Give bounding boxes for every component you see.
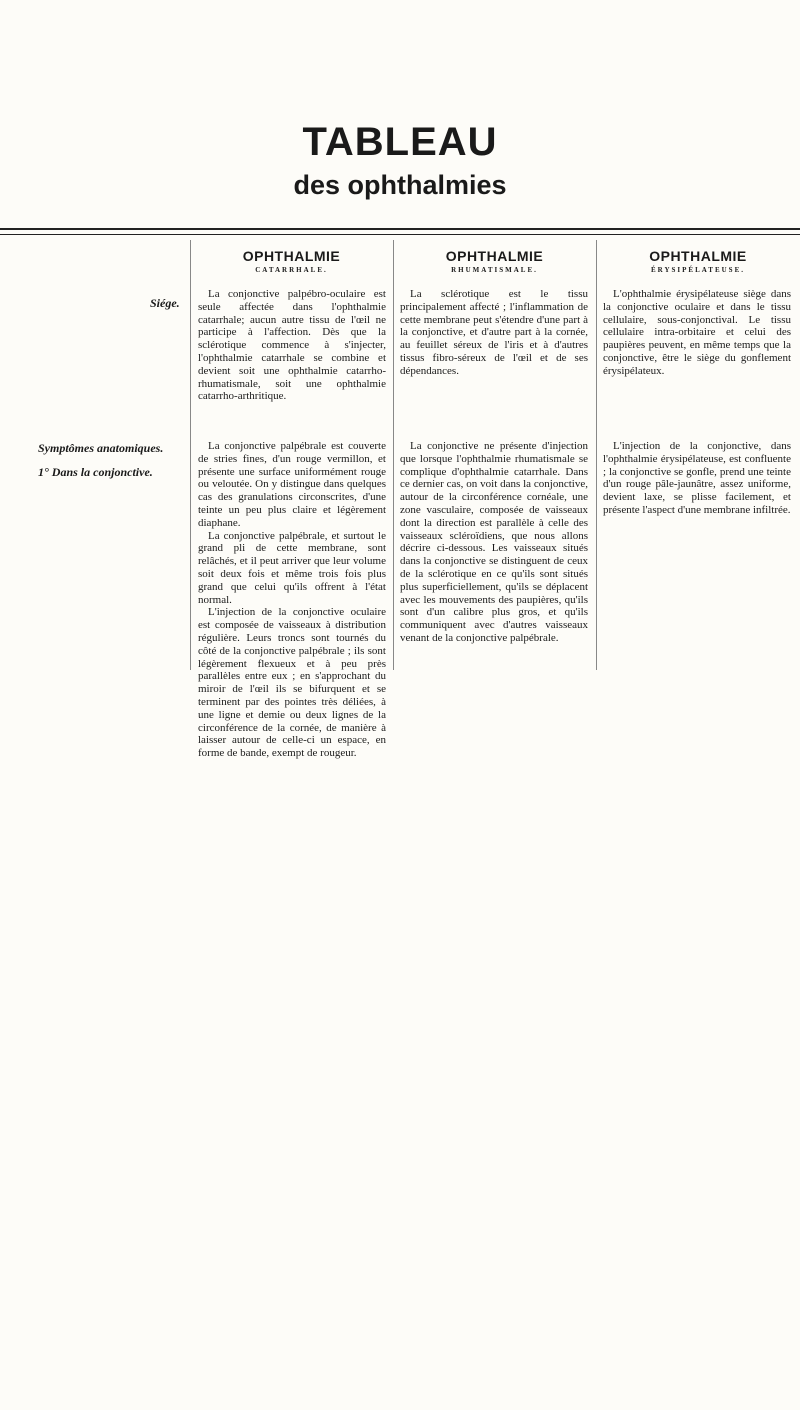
table-top-rule: [0, 228, 800, 230]
column-header-name: OPHTHALMIE: [445, 248, 544, 264]
cell-siege-catarrhale: [198, 288, 386, 403]
cell-paragraph: L'injection de la conjonctive oculaire est composée de vaisseaux à distribution régulière. Leurs troncs sont tournés du côté de la conjonctive palpébrale ; ils sont légèrement flexueux et à peu près parallèles entre eux ; en s'approchant du miroir de l'œil ils se bifurquent et se terminent par des pointes très déliées, à une ligne et demie ou deux lignes de la circonférence de la cornée, de manière à laisser autour de celle-ci un espace, en forme de bande, exempt de rougeur.: [198, 606, 386, 760]
column-divider: [393, 240, 394, 670]
page-subtitle: des ophthalmies: [293, 170, 507, 200]
column-divider: [596, 240, 597, 670]
column-header-qualifier: ÉRYSIPÉLATEUSE.: [650, 266, 745, 274]
page-title: TABLEAU: [302, 120, 498, 164]
cell-paragraph: La conjonctive palpébro-oculaire est seule affectée dans l'ophthalmie catarrhale; aucun autre tissu de l'œil ne participe à l'affection. Dès que la sclérotique commence à s'injecter, l'ophthalmie catarrhale se combine et devient soit une ophthalmie catarrho-rhumatismale, soit une ophthalmie catarrho-arthritique.: [198, 288, 386, 403]
cell-symptomes-erysipelateuse: [603, 440, 791, 517]
cell-siege-rhumatismale: [400, 288, 588, 378]
row-label-symptomes: Symptômes anatomiques.: [38, 441, 164, 455]
column-header-catarrhale: [190, 248, 393, 274]
column-header-qualifier: RHUMATISMALE.: [451, 266, 538, 274]
cell-symptomes-catarrhale: [198, 440, 386, 760]
row-label-conjonctive: 1° Dans la conjonctive.: [38, 465, 153, 479]
cell-paragraph: L'injection de la conjonctive, dans l'ophthalmie érysipélateuse, est confluente ; la conjonctive se gonfle, prend une teinte d'un rouge pâle-jaunâtre, assez uniforme, devient laxe, se plisse facilement, et présente l'aspect d'une membrane infiltrée.: [603, 440, 791, 516]
column-header-name: OPHTHALMIE: [242, 248, 341, 264]
cell-paragraph: La conjonctive palpébrale est couverte de stries fines, d'un rouge vermillon, et présente une surface uniformément rouge ou veloutée. On y distingue dans quelques cas des granulations circonscrites, d'une teinte un peu plus claire et légèrement diaphane.: [198, 440, 386, 529]
column-header-name: OPHTHALMIE: [649, 248, 747, 264]
cell-symptomes-rhumatismale: [400, 440, 588, 645]
cell-siege-erysipelateuse: [603, 288, 791, 378]
cell-paragraph: L'ophthalmie érysipélateuse siège dans la conjonctive oculaire et dans le tissu cellulaire, sous-conjonctival. Le tissu cellulaire intra-orbitaire et celui des paupières peuvent, en même temps que la conjonctive, être le siège du gonflement érysipélateux.: [603, 288, 791, 377]
cell-paragraph: La conjonctive ne présente d'injection que lorsque l'ophthalmie rhumatismale se complique d'ophthalmie catarrhale. Dans ce dernier cas, on voit dans la conjonctive, autour de la circonférence cornéale, une zone vasculaire, composée de vaisseaux dont la direction est parallèle à celle des vaisseaux scléroïdiens, que nous allons décrire ci-dessous. Les vaisseaux situés dans la conjonctive se distinguent de ceux de la sclérotique en ce qu'ils sont situés plus superficiellement, qu'ils se déplacent avec les mouvements des paupières, qu'ils sont d'un calibre plus gros, et qu'ils communiquent avec d'autres vaisseaux venant de la conjonctive palpébrale.: [400, 440, 588, 644]
column-divider: [190, 240, 191, 670]
column-header-qualifier: CATARRHALE.: [255, 266, 328, 274]
cell-paragraph: La conjonctive palpébrale, et surtout le grand pli de cette membrane, sont relâchés, et il peut arriver que leur volume soit deux fois et même trois fois plus grand que celui qu'ils offrent à l'état normal.: [198, 529, 386, 606]
column-header-rhumatismale: [393, 248, 596, 274]
column-header-erysipelateuse: [596, 248, 800, 274]
row-label-siege: Siége.: [150, 296, 180, 310]
table-top-rule-thin: [0, 234, 800, 235]
cell-paragraph: La sclérotique est le tissu principalement affecté ; l'inflammation de cette membrane peut s'étendre d'une part à la conjonctive, et d'autre part à la cornée, au feuillet séreux de l'iris et à d'autres tissus fibro-séreux de l'œil et de ses dépendances.: [400, 288, 588, 377]
